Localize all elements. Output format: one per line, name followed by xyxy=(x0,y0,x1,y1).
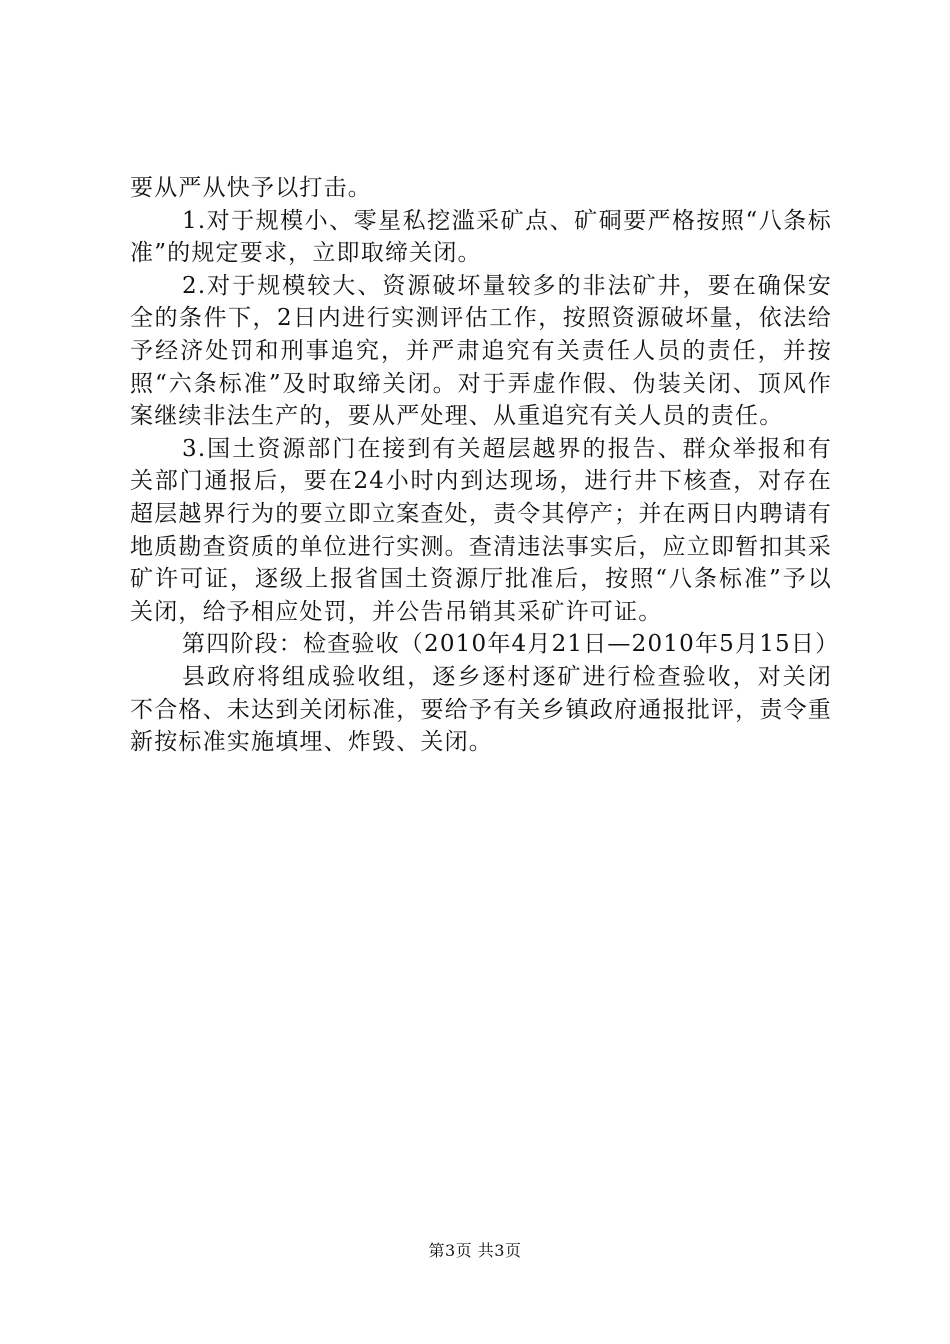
document-body xyxy=(130,172,840,759)
paragraph-intro: 要从严从快予以打击。 xyxy=(130,175,372,201)
page-number-footer: 第3页 共3页 xyxy=(428,1241,522,1260)
paragraph-acceptance: 县政府将组成验收组，逐乡逐村逐矿进行检查验收，对关闭不合格、未达到关闭标准，要给予有关乡镇政府通报批评，责令重新按标准实施填埋、炸毁、关闭。 xyxy=(130,663,832,756)
paragraph-item-1: 1.对于规模小、零星私挖滥采矿点、矿硐要严格按照“八条标准”的规定要求，立即取缔关闭。 xyxy=(130,207,832,267)
section-heading-stage-4: 第四阶段：检查验收（2010年4月21日—2010年5月15日） xyxy=(182,631,840,658)
paragraph-item-2: 2.对于规模较大、资源破坏量较多的非法矿井，要在确保安全的条件下，2日内进行实测评估工作，按照资源破坏量，依法给予经济处罚和刑事追究，并严肃追究有关责任人员的责任，并按照“六条标准”及时取缔关闭。对于弄虚作假、伪装关闭、顶风作案继续非法生产的，要从严处理、从重追究有关人员的责任。 xyxy=(130,272,832,430)
paragraph-item-3: 3.国土资源部门在接到有关超层越界的报告、群众举报和有关部门通报后，要在24小时内到达现场，进行井下核查，对存在超层越界行为的要立即立案查处，责令其停产；并在两日内聘请有地质勘查资质的单位进行实测。查清违法事实后，应立即暂扣其采矿许可证，逐级上报省国土资源厅批准后，按照“八条标准”予以关闭，给予相应处罚，并公告吊销其采矿许可证。 xyxy=(130,435,832,625)
